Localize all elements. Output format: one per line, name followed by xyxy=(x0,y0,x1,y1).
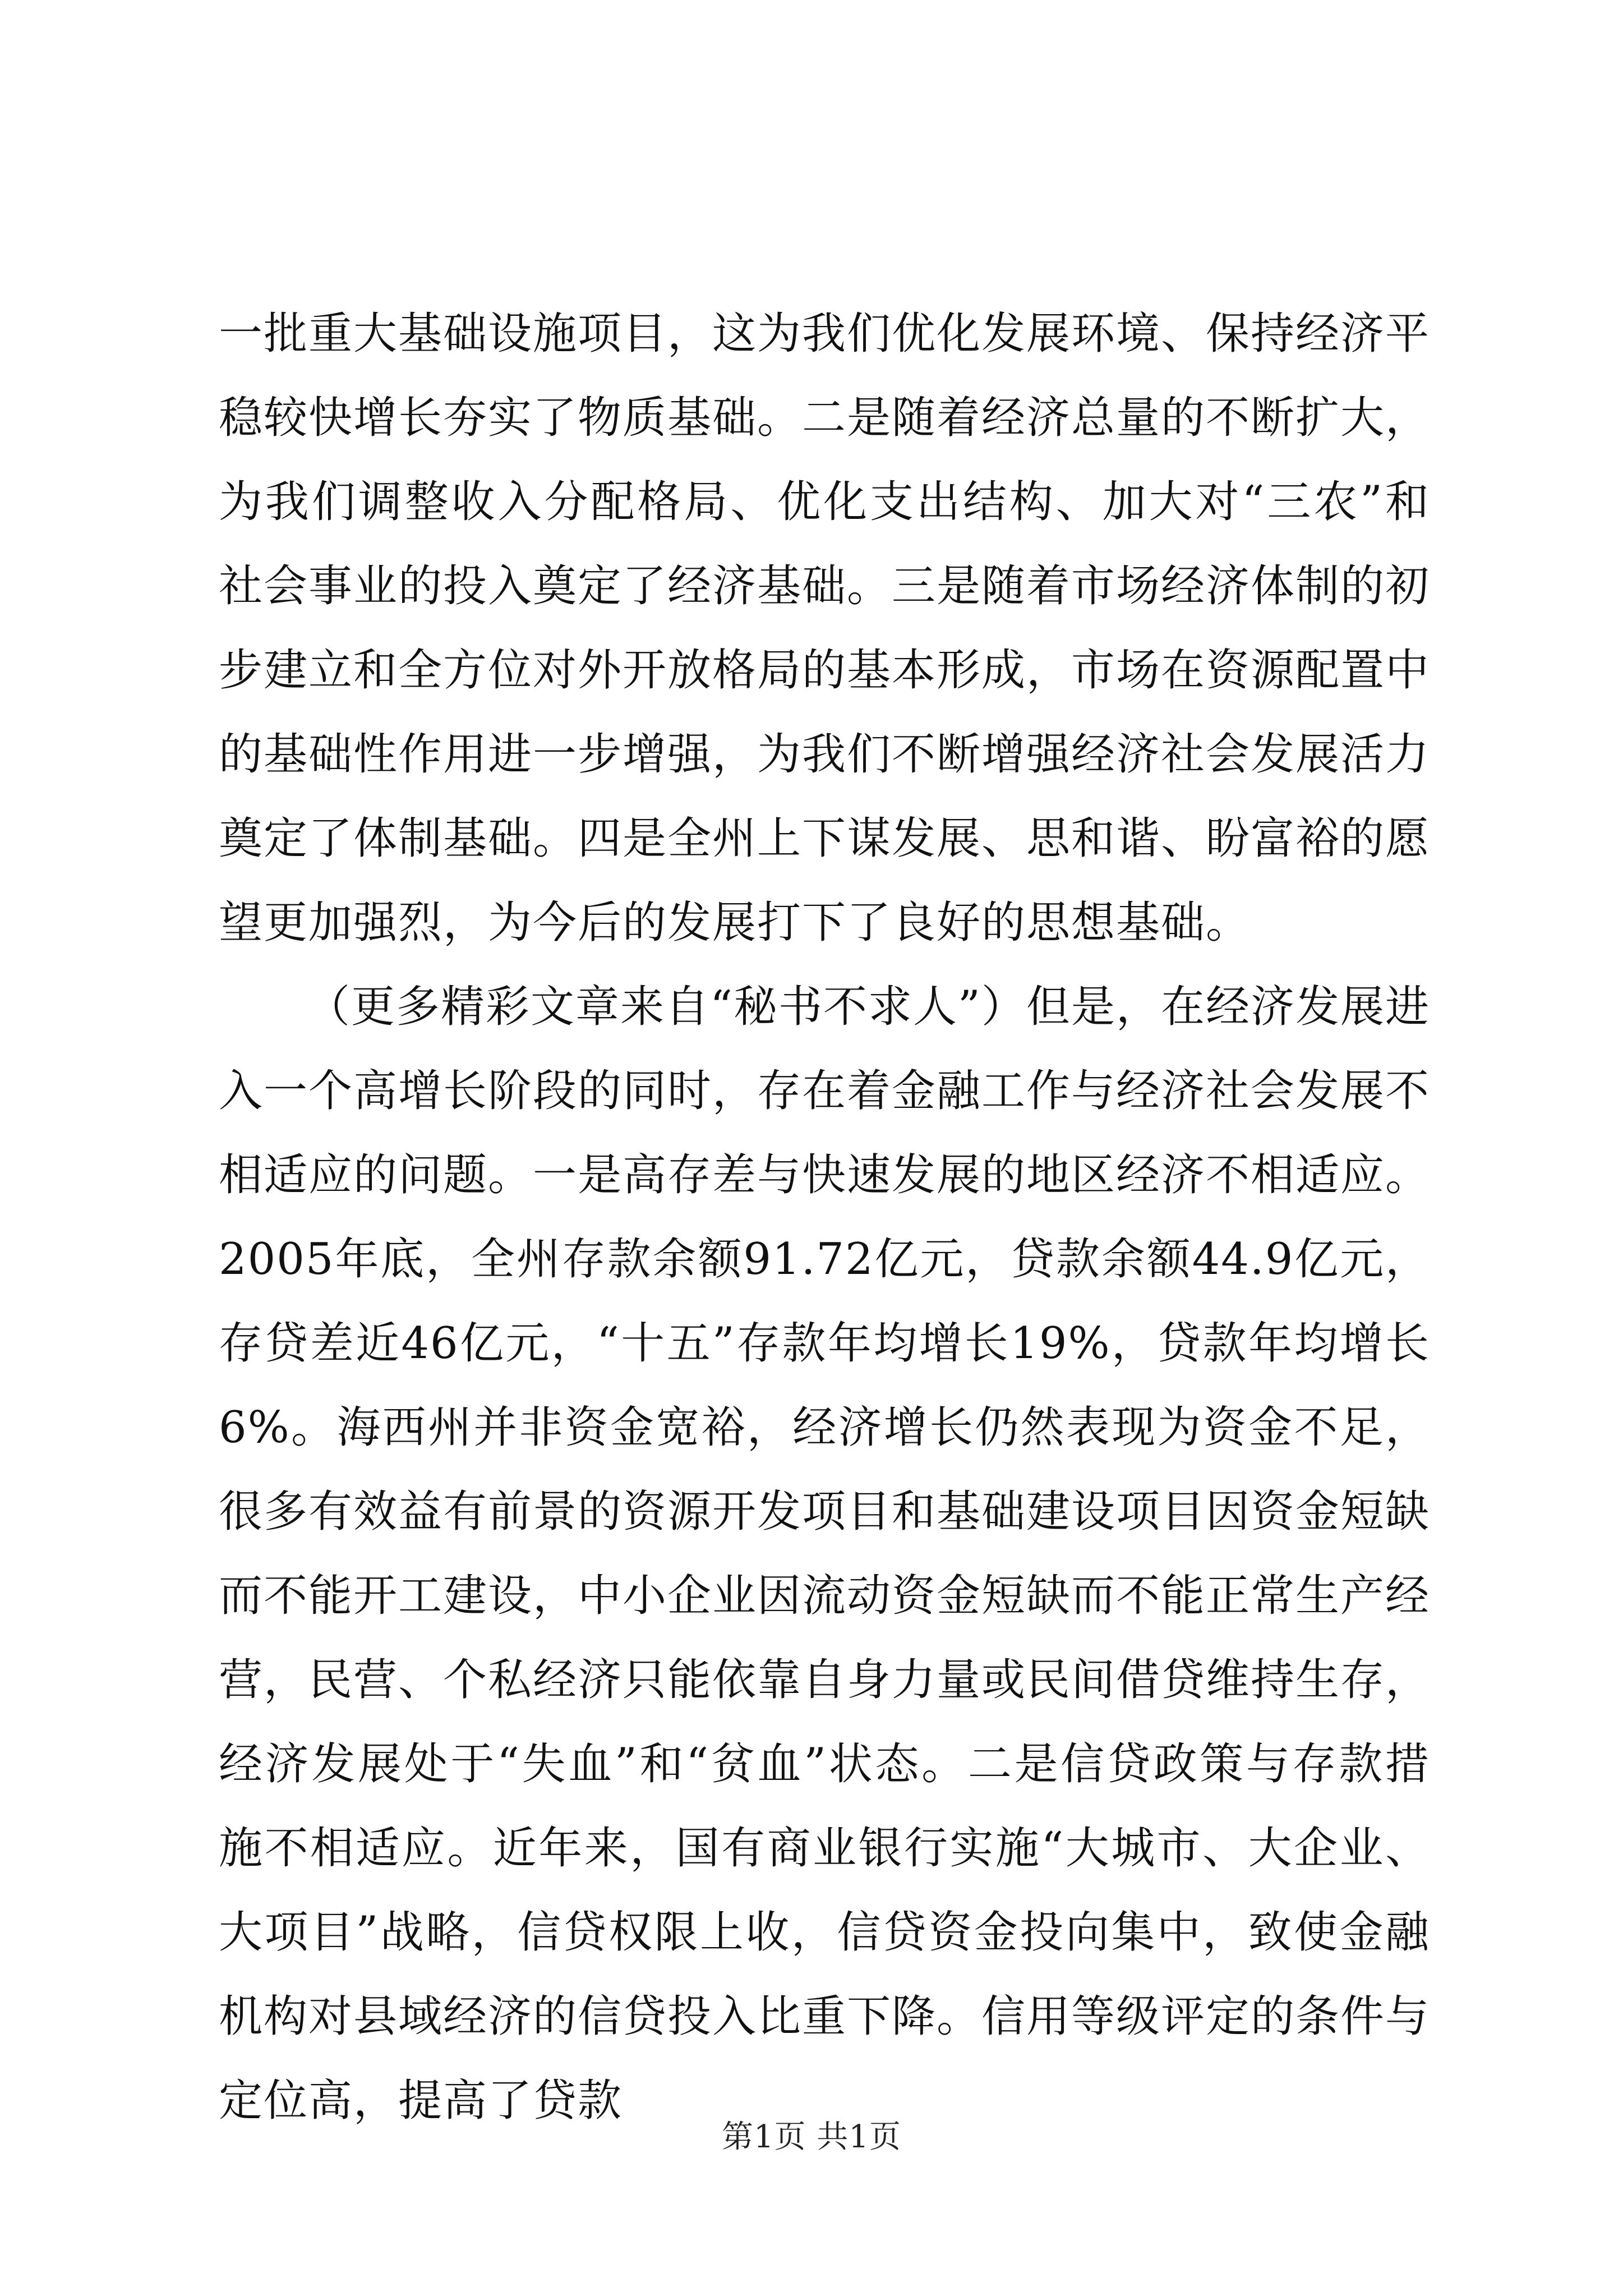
document-body xyxy=(219,292,1430,2143)
paragraph-2: （更多精彩文章来自“秘书不求人”）但是，在经济发展进入一个高增长阶段的同时，存在着金融工作与经济社会发展不相适应的问题。一是高存差与快速发展的地区经济不相适应。2005年底，全州存款余额91.72亿元，贷款余额44.9亿元，存贷差近46亿元，“十五”存款年均增长19%，贷款年均增长6%。海西州并非资金宽裕，经济增长仍然表现为资金不足，很多有效益有前景的资源开发项目和基础建设项目因资金短缺而不能开工建设，中小企业因流动资金短缺而不能正常生产经营，民营、个私经济只能依靠自身力量或民间借贷维持生存，经济发展处于“失血”和“贫血”状态。二是信贷政策与存款措施不相适应。近年来，国有商业银行实施“大城市、大企业、大项目”战略，信贷权限上收，信贷资金投向集中，致使金融机构对县域经济的信贷投入比重下降。信用等级评定的条件与定位高，提高了贷款 xyxy=(219,982,1431,2126)
page-footer: 第1页 共1页 xyxy=(721,2119,902,2155)
paragraph-1: 一批重大基础设施项目，这为我们优化发展环境、保持经济平稳较快增长夯实了物质基础。二是随着经济总量的不断扩大，为我们调整收入分配格局、优化支出结构、加大对“三农”和社会事业的投入奠定了经济基础。三是随着市场经济体制的初步建立和全方位对外开放格局的基本形成，市场在资源配置中的基础性作用进一步增强，为我们不断增强经济社会发展活力奠定了体制基础。四是全州上下谋发展、思和谐、盼富裕的愿望更加强烈，为今后的发展打下了良好的思想基础。 xyxy=(219,309,1431,948)
